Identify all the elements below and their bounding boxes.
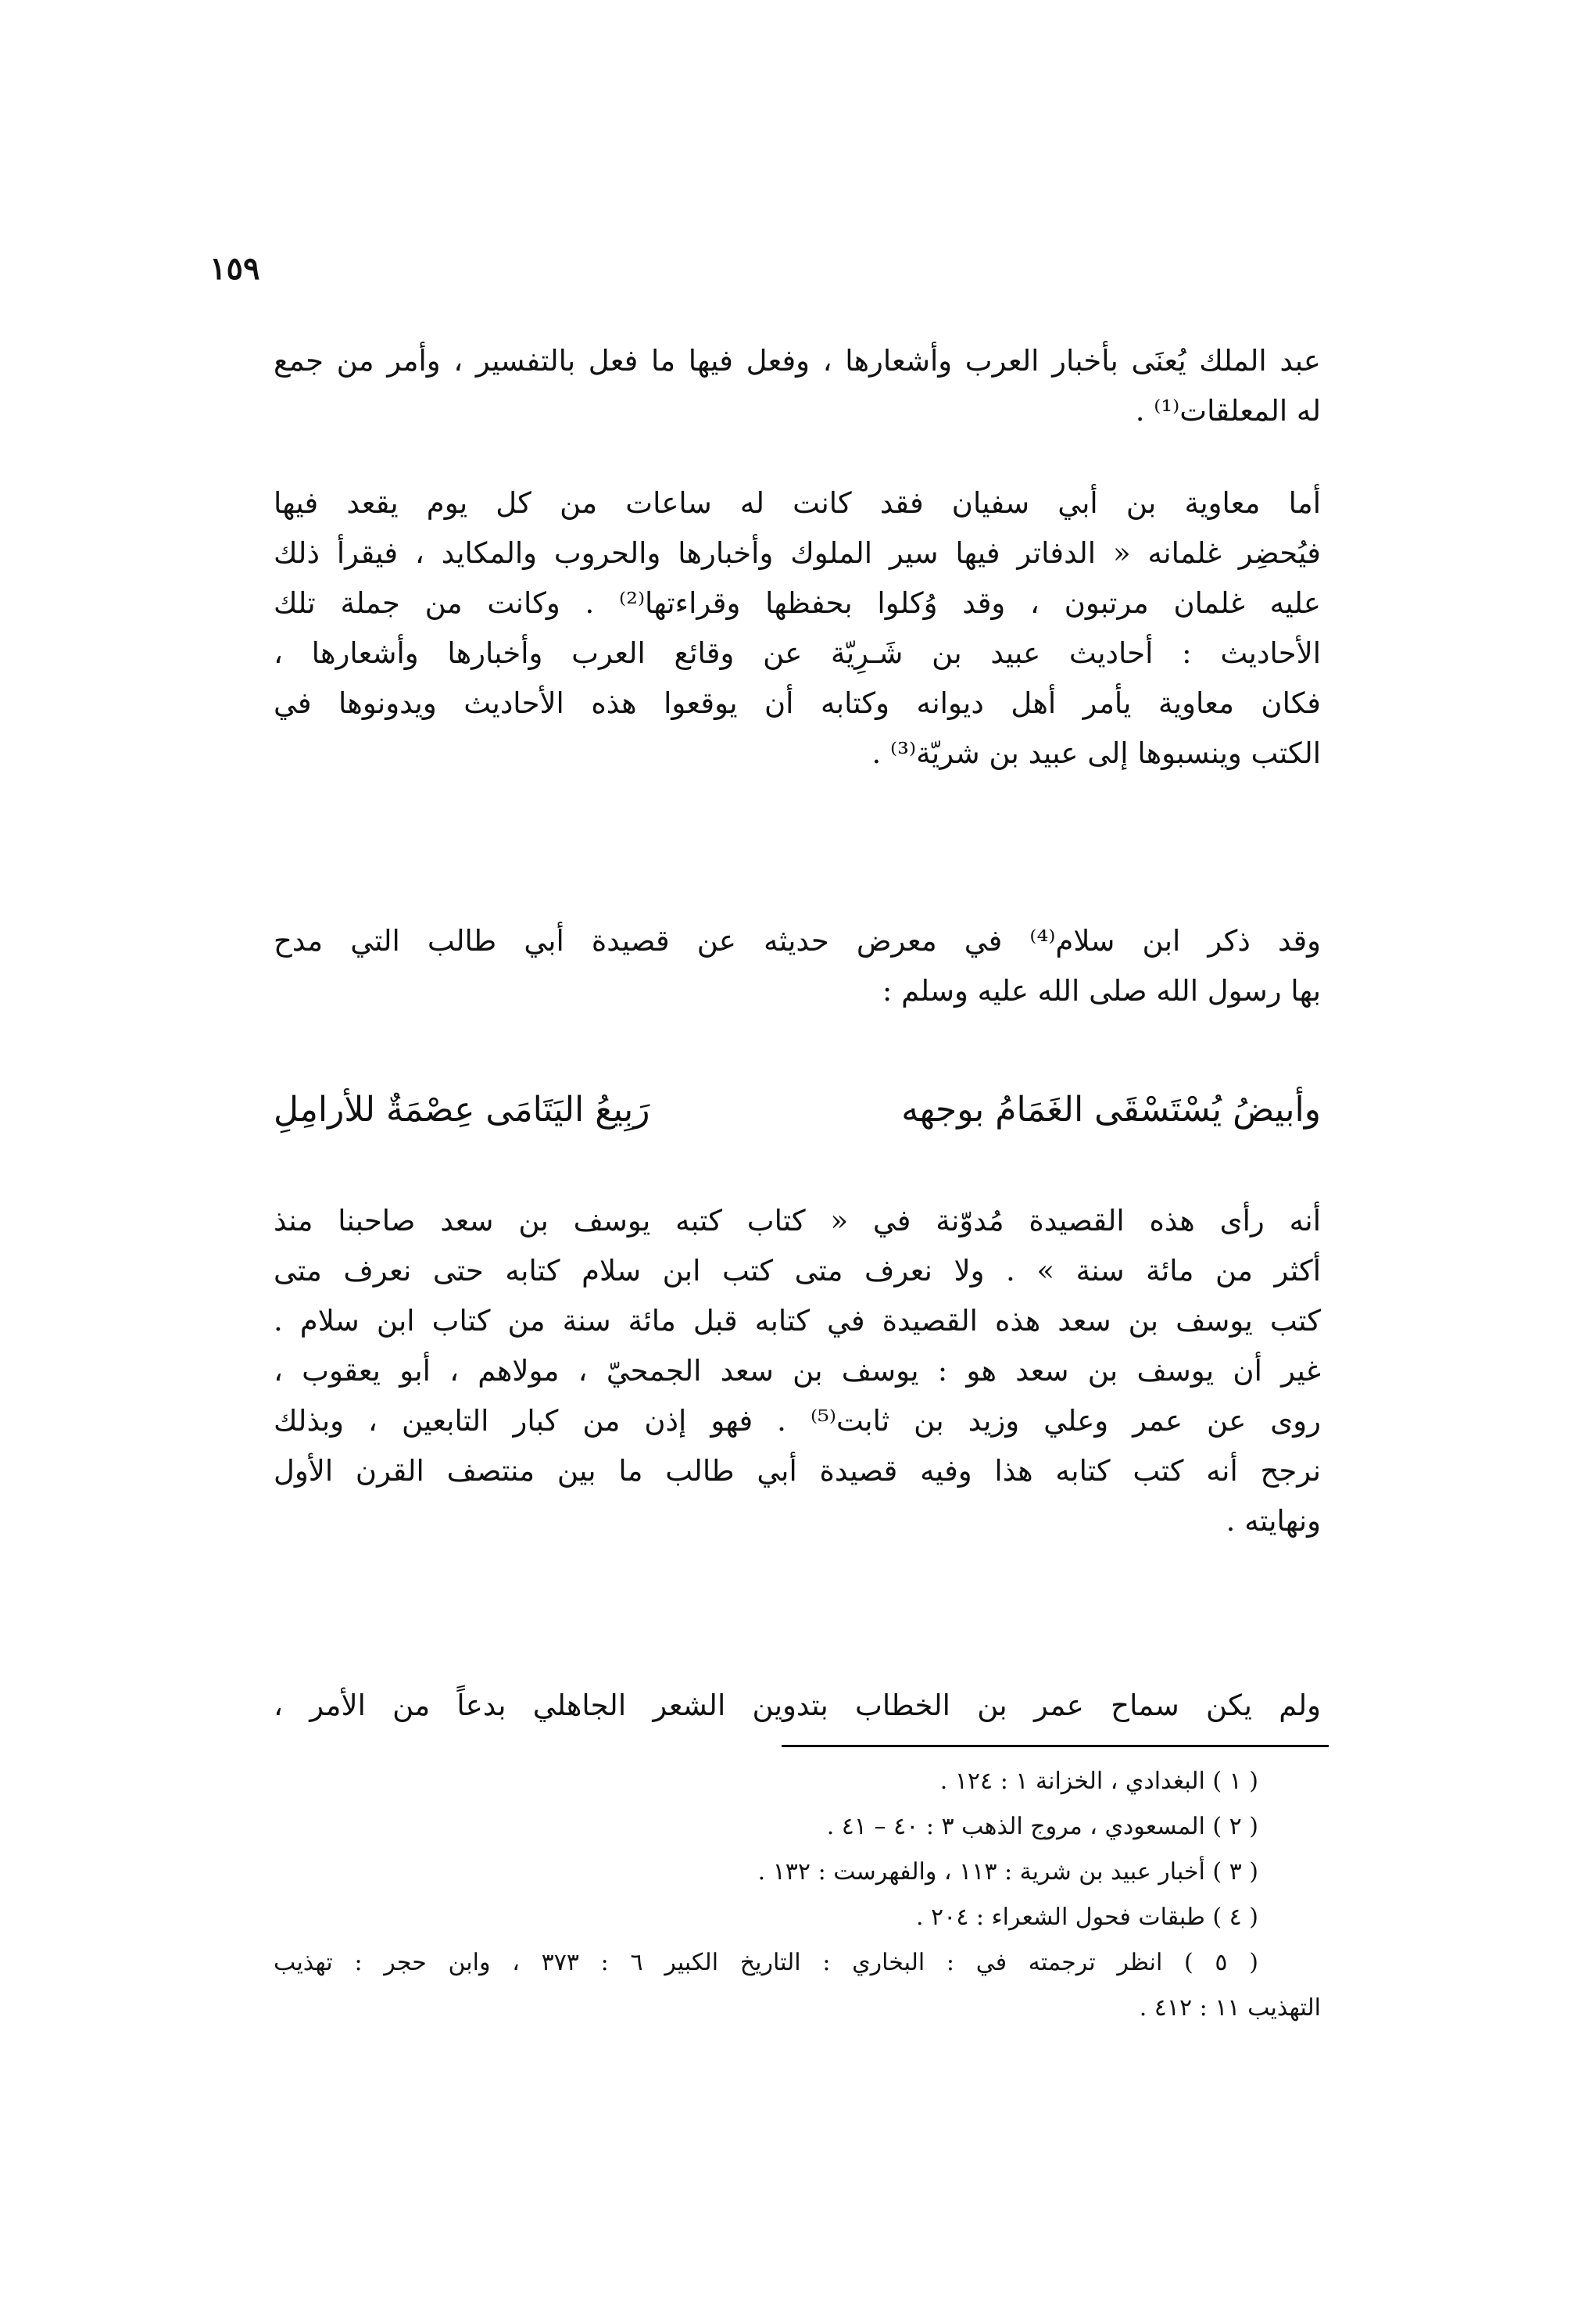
footnote-3: ( ٣ ) أخبار عبيد بن شرية : ١١٣ ، والفهرست : ١٣٢ . [757,1858,1258,1886]
text-line: أما معاوية بن أبي سفيان فقد كانت له ساعات من كل يوم يقعد فيها [274,486,1321,520]
footnote-2: ( ٢ ) المسعودي ، مروج الذهب ٣ : ٤٠ – ٤١ . [826,1813,1258,1840]
text-line: عليه غلمان مرتبون ، وقد وُكلوا بحفظها وقراءتها⁽²⁾ . وكانت من جملة تلك [274,586,1321,620]
poetry-verse [274,1079,1321,1141]
text-line: غير أن يوسف بن سعد هو : يوسف بن سعد الجمحيّ ، مولاهم ، أبو يعقوب ، [274,1354,1321,1388]
verse-second-hemistich: رَبِيعُ اليَتَامَى عِصْمَةٌ للأرامِلِ [274,1090,650,1130]
text-line: بها رسول الله صلى الله عليه وسلم : [882,974,1321,1008]
page-number: ١٥٩ [209,250,260,287]
footnote-4: ( ٤ ) طبقات فحول الشعراء : ٢٠٤ . [915,1904,1258,1931]
text-line: فيُحضِر غلمانه « الدفاتر فيها سير الملوك وأخبارها والحروب والمكايد ، فيقرأ ذلك [274,536,1321,570]
verse-first-hemistich: وأبيضُ يُسْتَسْقَى الغَمَامُ بوجهه [901,1090,1321,1130]
text-line: ونهايته . [1226,1504,1321,1538]
text-line: أنه رأى هذه القصيدة مُدوّنة في « كتاب كتبه يوسف بن سعد صاحبنا منذ [274,1204,1321,1237]
paragraph-4 [274,1196,1321,1546]
paragraph-1 [274,336,1321,436]
paragraph-5 [274,1681,1321,1731]
text-line: الأحاديث : أحاديث عبيد بن شَـرِيّة عن وقائع العرب وأخبارها وأشعارها ، [274,636,1321,670]
footnote-5-continuation: التهذيب ١١ : ٤١٢ . [1139,1994,1321,2022]
footnote-1: ( ١ ) البغدادي ، الخزانة ١ : ١٢٤ . [939,1768,1258,1795]
text-line: الكتب وينسبوها إلى عبيد بن شريّة⁽³⁾ . [871,736,1321,770]
text-line: وقد ذكر ابن سلام⁽⁴⁾ في معرض حديثه عن قصيدة أبي طالب التي مدح [274,924,1321,958]
footnote-separator [782,1745,1329,1747]
text-line: فكان معاوية يأمر أهل ديوانه وكتابه أن يوقعوا هذه الأحاديث ويدونوها في [274,686,1321,720]
text-line: كتب يوسف بن سعد هذه القصيدة في كتابه قبل مائة سنة من كتاب ابن سلام . [274,1304,1321,1338]
text-line: عبد الملك يُعنَى بأخبار العرب وأشعارها ، وفعل فيها ما فعل بالتفسير ، وأمر من جمع [274,344,1321,378]
paragraph-3 [274,916,1321,1016]
footnotes [274,1759,1321,2031]
text-line: ولم يكن سماح عمر بن الخطاب بتدوين الشعر الجاهلي بدعاً من الأمر ، [274,1689,1321,1722]
text-line: له المعلقات⁽¹⁾ . [1135,394,1321,428]
paragraph-2 [274,478,1321,779]
text-line: أكثر من مائة سنة » . ولا نعرف متى كتب ابن سلام كتابه حتى نعرف متى [274,1254,1321,1288]
text-line: روى عن عمر وعلي وزيد بن ثابت⁽⁵⁾ . فهو إذن من كبار التابعين ، وبذلك [274,1404,1321,1438]
text-line: نرجح أنه كتب كتابه هذا وفيه قصيدة أبي طالب ما بين منتصف القرن الأول [274,1454,1321,1488]
footnote-5: ( ٥ ) انظر ترجمته في : البخاري : التاريخ الكبير ٦ : ٣٧٣ ، وابن حجر : تهذيب [274,1949,1258,1976]
